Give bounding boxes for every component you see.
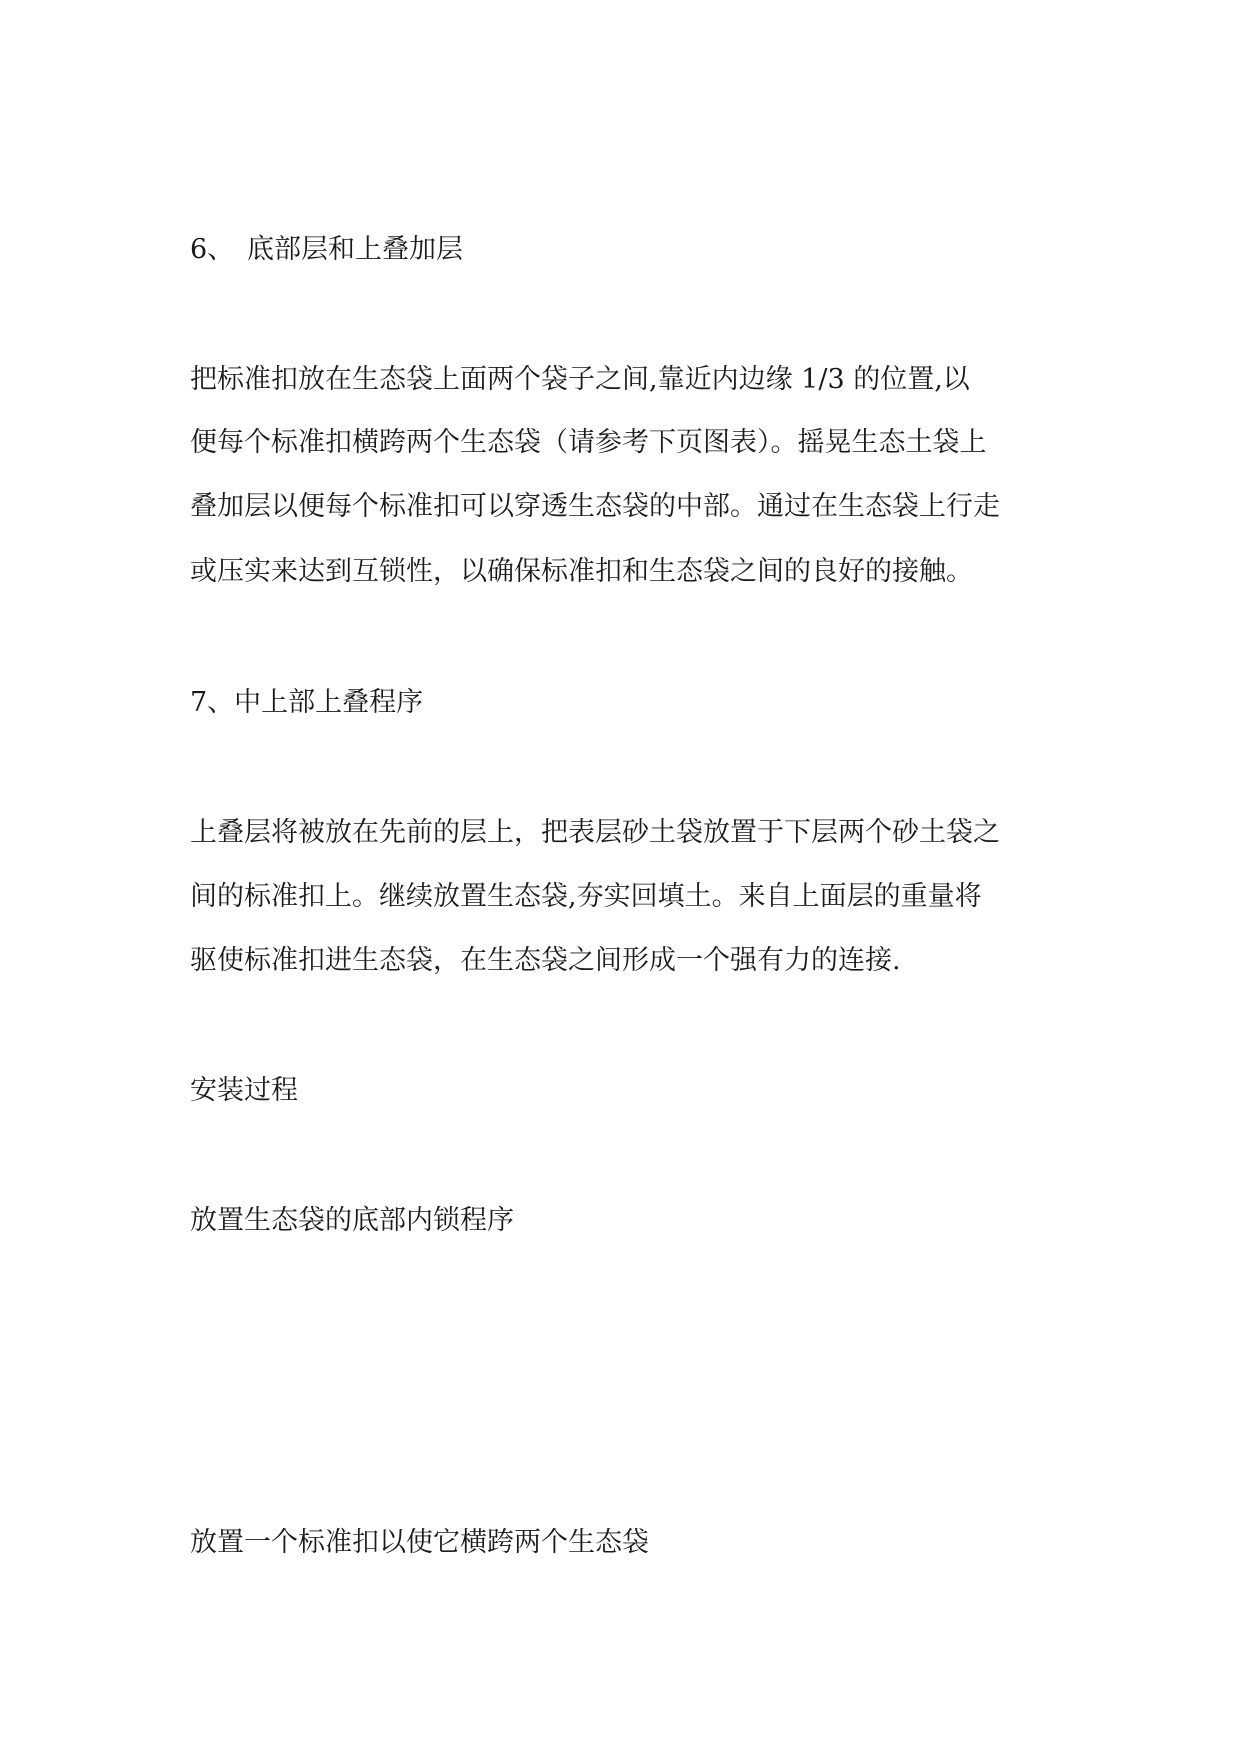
section-7-heading: 7、中上部上叠程序 [190, 687, 424, 718]
installation-step-place-connector: 放置一个标准扣以使它横跨两个生态袋 [190, 1527, 649, 1558]
section-6-paragraph-line-1: 把标准扣放在生态袋上面两个袋子之间,靠近内边缘 1/3 的位置,以 [190, 364, 970, 395]
section-7-paragraph-line-1: 上叠层将被放在先前的层上，把表层砂土袋放置于下层两个砂土袋之 [190, 817, 1000, 848]
section-7-paragraph-line-3: 驱使标准扣进生态袋，在生态袋之间形成一个强有力的连接. [190, 945, 901, 976]
section-6-number: 6、 [190, 234, 235, 265]
installation-step-bottom-interlock: 放置生态袋的底部内锁程序 [190, 1205, 514, 1236]
section-6-paragraph-line-3: 叠加层以便每个标准扣可以穿透生态袋的中部。通过在生态袋上行走 [190, 491, 1000, 522]
section-6-heading [190, 232, 463, 268]
section-6-paragraph-line-4: 或压实来达到互锁性，以确保标准扣和生态袋之间的良好的接触。 [190, 556, 973, 587]
section-6-paragraph-line-2: 便每个标准扣横跨两个生态袋（请参考下页图表）。摇晃生态土袋上 [190, 427, 987, 458]
section-6-title: 底部层和上叠加层 [247, 234, 463, 265]
installation-heading: 安装过程 [190, 1075, 298, 1106]
section-7-paragraph-line-2: 间的标准扣上。继续放置生态袋,夯实回填土。来自上面层的重量将 [190, 881, 982, 912]
